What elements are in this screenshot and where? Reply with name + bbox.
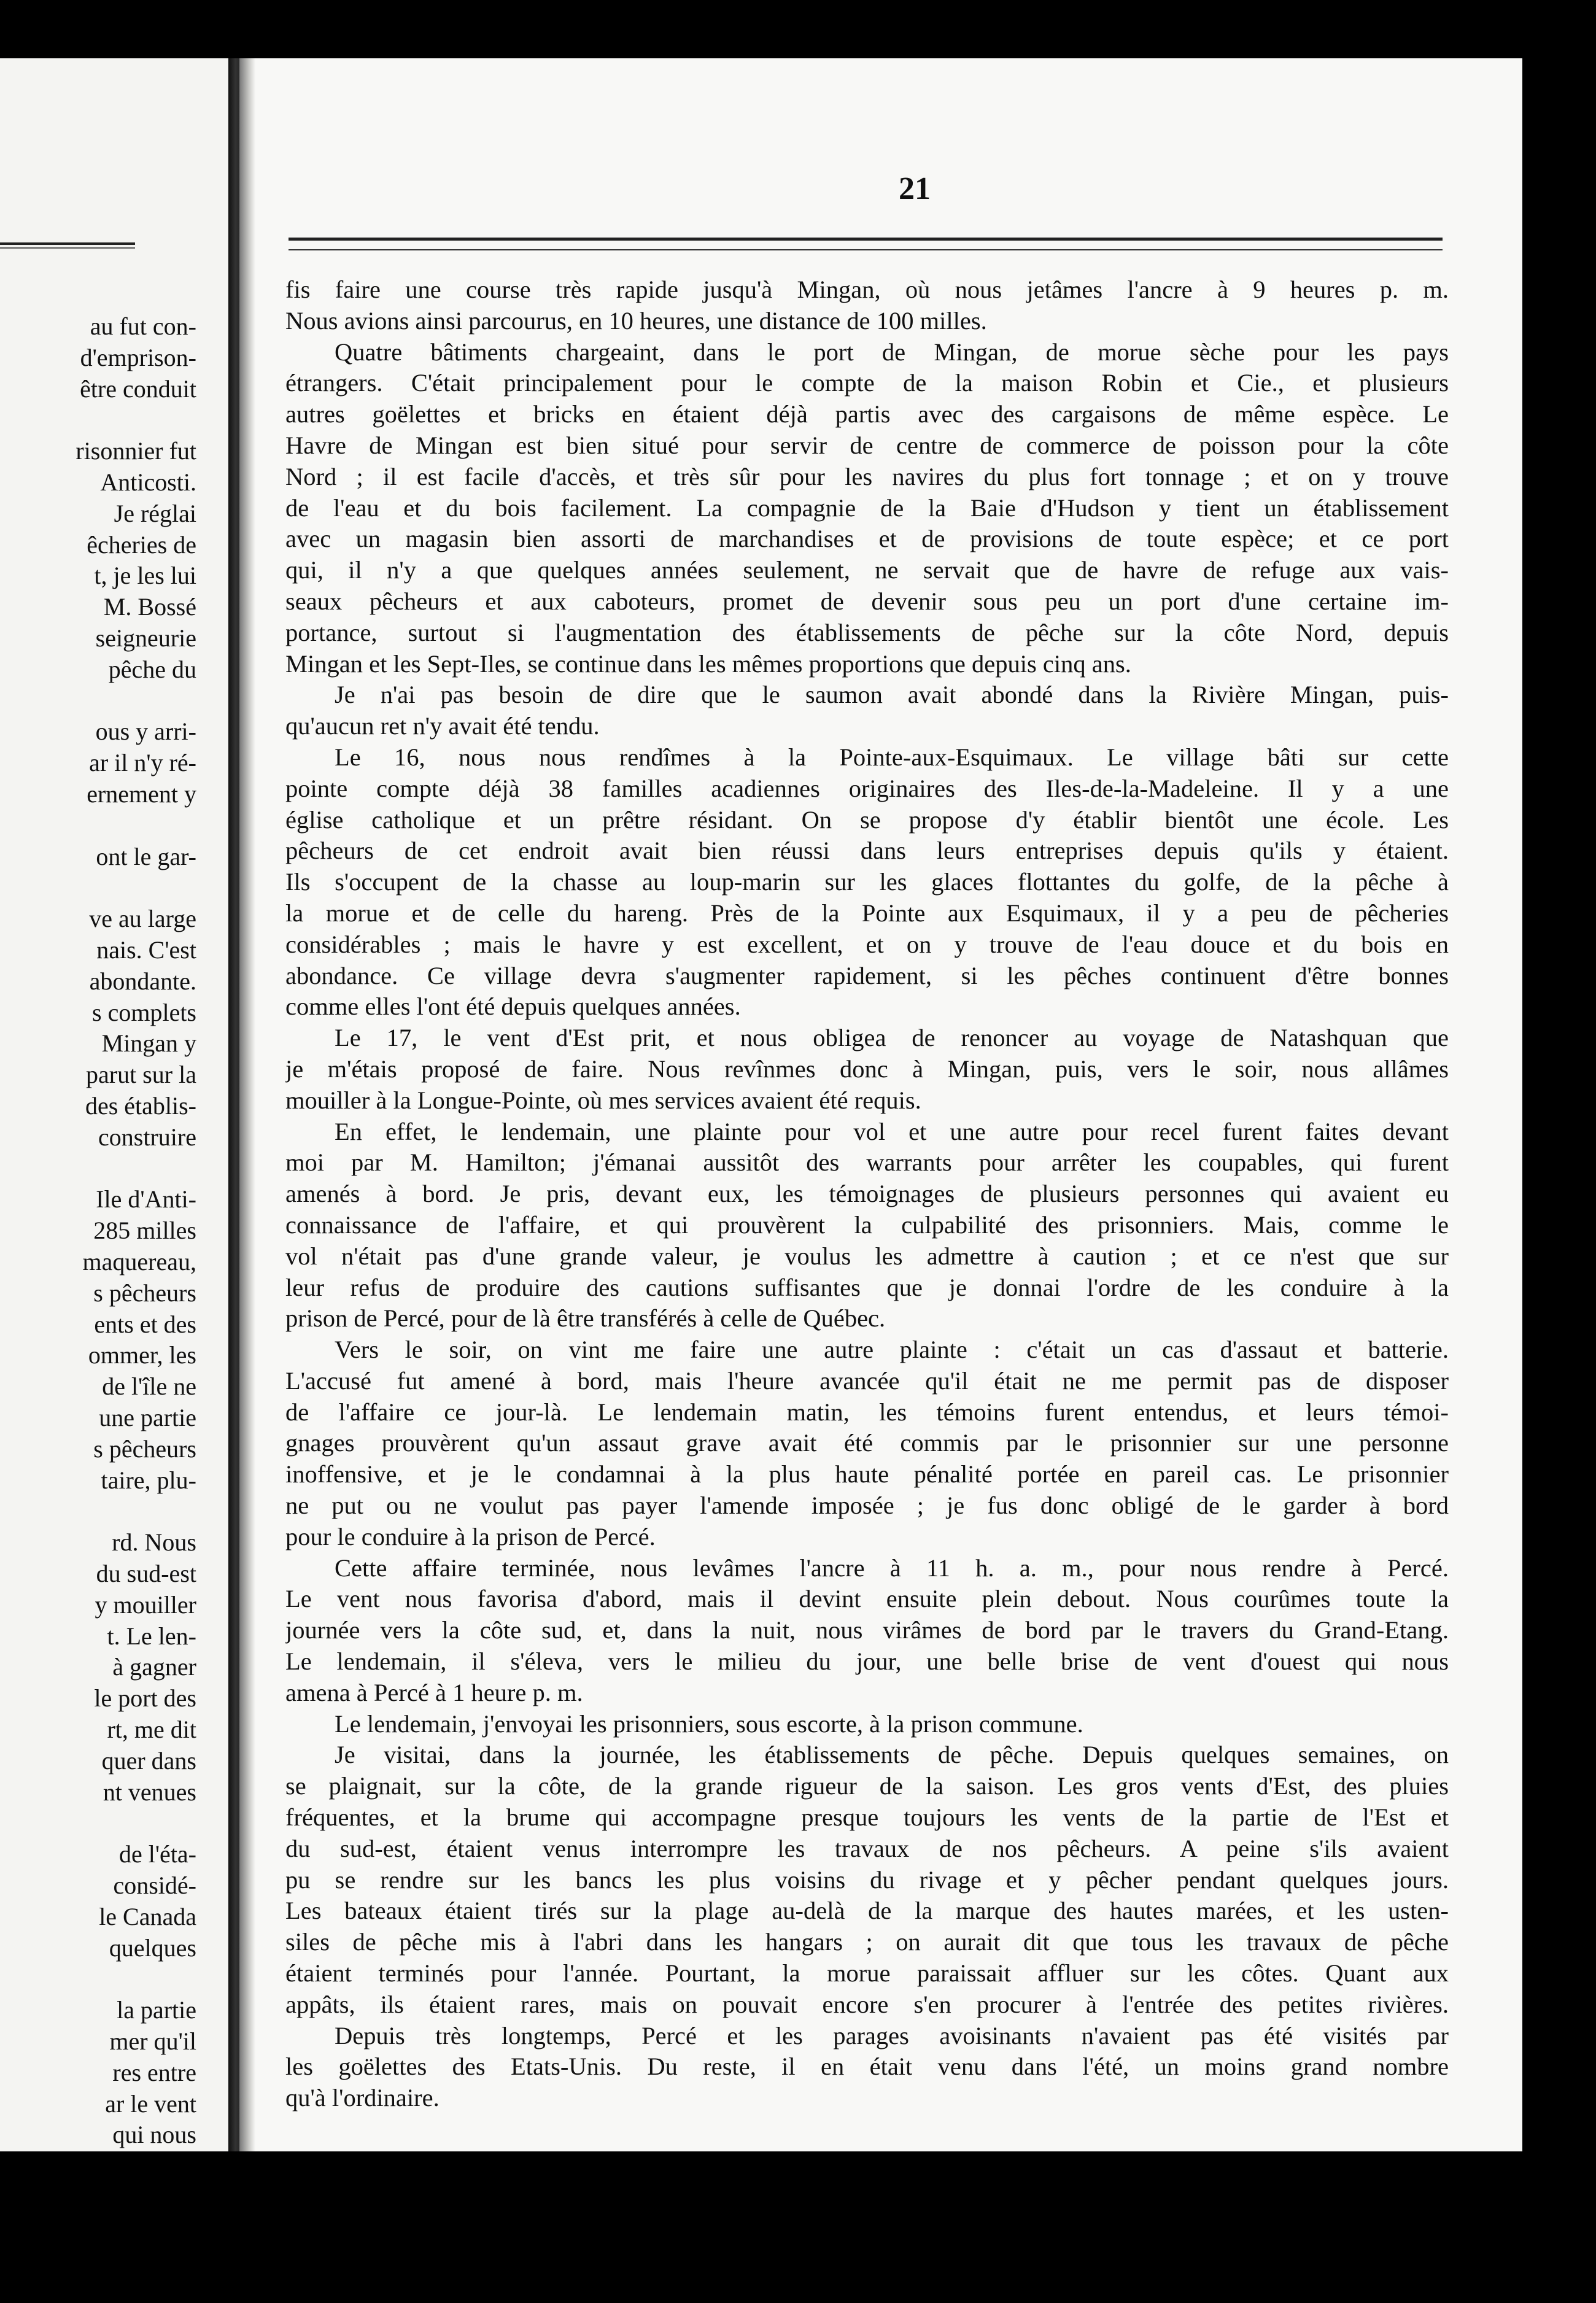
- facing-page-line: ve au large: [89, 905, 196, 933]
- facing-page-line: y mouiller: [95, 1590, 196, 1619]
- text-line: Depuis très longtemps, Percé et les parages avoisinants n'avaient pas été visités par: [335, 2021, 1449, 2049]
- text-line: connaissance de l'affaire, et qui prouvèrent la culpabilité des prisonniers. Mais, comme le: [285, 1210, 1449, 1239]
- text-line: Nous avions ainsi parcourus, en 10 heures, une distance de 100 milles.: [285, 306, 987, 335]
- page: [239, 58, 1522, 2151]
- text-line: la morue et de celle du hareng. Près de la Pointe aux Esquimaux, il y a peu de pêcheries: [285, 899, 1449, 927]
- text-line: se plaignait, sur la côte, de la grande rigueur de la saison. Les gros vents d'Est, des pluies: [285, 1772, 1449, 1800]
- facing-page-line: nais. C'est: [96, 936, 196, 964]
- text-line: vol n'était pas d'une grande valeur, je voulus les admettre à caution ; et ce n'est que sur: [285, 1242, 1449, 1270]
- text-line: Le lendemain, il s'éleva, vers le milieu du jour, une belle brise de vent d'ouest qui nous: [285, 1647, 1449, 1676]
- text-line: mouiller à la Longue-Pointe, où mes services avaient été requis.: [285, 1086, 921, 1114]
- text-line: pu se rendre sur les bancs les plus voisins du rivage et y pêcher pendant quelques jours.: [285, 1865, 1449, 1894]
- facing-page-line: rt, me dit: [107, 1716, 196, 1743]
- text-line: église catholique et un prêtre résidant. On se propose d'y établir bientôt une école. Les: [285, 805, 1449, 834]
- facing-page-line: ents et des: [94, 1310, 196, 1338]
- text-line: Je visitai, dans la journée, les établissements de pêche. Depuis quelques semaines, on: [335, 1741, 1449, 1769]
- text-line: fréquentes, et la brume qui accompagne presque toujours les vents de la partie de l'Est et: [285, 1803, 1449, 1832]
- facing-page-line: au fut con-: [90, 312, 196, 340]
- text-line: Vers le soir, on vint me faire une autre plainte : c'était un cas d'assaut et batterie.: [335, 1336, 1449, 1364]
- text-line: comme elles l'ont été depuis quelques années.: [285, 993, 741, 1021]
- text-line: étrangers. C'était principalement pour le compte de la maison Robin et Cie., et plusieurs: [285, 369, 1449, 397]
- facing-page-line: la partie: [117, 1996, 196, 2024]
- facing-page-line: êcheries de: [87, 530, 196, 559]
- text-line: Ils s'occupent de la chasse au loup-marin sur les glaces flottantes du golfe, de la pêche à: [285, 868, 1449, 896]
- facing-page-line: Je réglai: [114, 499, 196, 527]
- text-line: de l'affaire ce jour-là. Le lendemain matin, les témoins furent entendus, et leurs témoi-: [285, 1398, 1449, 1426]
- text-line: Mingan et les Sept-Iles, se continue dans les mêmes proportions que depuis cinq ans.: [285, 649, 1131, 678]
- facing-page: [0, 58, 228, 2151]
- facing-page-line: t. Le len-: [107, 1622, 196, 1650]
- facing-page-line: s complets: [92, 998, 196, 1026]
- facing-page-line: ernement y: [87, 780, 196, 808]
- facing-page-line: ar il n'y ré-: [89, 749, 196, 777]
- facing-page-line: des établis-: [85, 1092, 196, 1120]
- facing-page-line: Mingan y: [101, 1029, 196, 1058]
- text-line: avec un magasin bien assorti de marchandises et de provisions de toute espèce; et ce port: [285, 525, 1449, 553]
- facing-page-line: ar le vent: [105, 2089, 196, 2118]
- text-line: gnages prouvèrent qu'un assaut grave avait été commis par le prisonnier sur une personne: [285, 1429, 1449, 1457]
- facing-page-line: d'emprison-: [80, 343, 196, 371]
- text-line: qu'aucun ret n'y avait été tendu.: [285, 712, 600, 740]
- facing-page-line: nt venues: [103, 1778, 196, 1806]
- text-line: Le 17, le vent d'Est prit, et nous obligea de renoncer au voyage de Natashquan que: [335, 1024, 1449, 1052]
- facing-page-line: Ile d'Anti-: [96, 1185, 196, 1213]
- text-line: Quatre bâtiments chargeaint, dans le port de Mingan, de morue sèche pour les pays: [335, 338, 1449, 366]
- facing-page-line: maquereau,: [82, 1248, 196, 1275]
- page-number: 21: [899, 171, 931, 206]
- text-line: Le vent nous favorisa d'abord, mais il devint ensuite plein debout. Nous courûmes toute la: [285, 1585, 1449, 1613]
- facing-page-rule: [0, 242, 135, 249]
- text-line: seaux pêcheurs et aux caboteurs, promet de devenir sous peu un port d'une certaine im-: [285, 587, 1449, 615]
- facing-page-line: quelques: [109, 1933, 196, 1962]
- facing-page-line: abondante.: [89, 967, 196, 995]
- text-line: abondance. Ce village devra s'augmenter rapidement, si les pêches continuent d'être bonnes: [285, 961, 1449, 989]
- facing-page-line: de l'éta-: [118, 1840, 196, 1868]
- text-line: amenés à bord. Je pris, devant eux, les témoignages de plusieurs personnes qui avaient eu: [285, 1180, 1449, 1208]
- facing-page-line: mer qu'il: [109, 2027, 196, 2055]
- facing-page-line: Anticosti.: [100, 468, 196, 496]
- text-line: Havre de Mingan est bien situé pour servir de centre de commerce de poisson pour la côte: [285, 431, 1449, 459]
- facing-page-line: de l'île ne: [102, 1372, 196, 1401]
- facing-page-line: être conduit: [80, 374, 196, 403]
- text-line: Le 16, nous nous rendîmes à la Pointe-aux-Esquimaux. Le village bâti sur cette: [335, 743, 1449, 771]
- text-line: de l'eau et du bois facilement. La compagnie de la Baie d'Hudson y tient un établissement: [285, 494, 1449, 522]
- facing-page-line: risonnier fut: [76, 437, 196, 465]
- facing-page-line: s pêcheurs: [93, 1434, 196, 1463]
- facing-page-line: ont le gar-: [96, 842, 196, 870]
- facing-page-line: t, je les lui: [94, 562, 196, 590]
- facing-page-line: taire, plu-: [101, 1466, 196, 1494]
- text-line: amena à Percé à 1 heure p. m.: [285, 1678, 583, 1706]
- text-line: qu'à l'ordinaire.: [285, 2084, 440, 2112]
- text-line: du sud-est, étaient venus interrompre les travaux de nos pêcheurs. A peine s'ils avaient: [285, 1834, 1449, 1862]
- text-line: Nord ; il est facile d'accès, et très sûr pour les navires du plus fort tonnage ; et on y trouve: [285, 462, 1449, 490]
- text-line: je m'étais proposé de faire. Nous revînmes donc à Mingan, puis, vers le soir, nous allâmes: [285, 1055, 1449, 1083]
- facing-page-line: ommer, les: [88, 1341, 196, 1369]
- text-line: portance, surtout si l'augmentation des établissements de pêche sur la côte Nord, depuis: [285, 618, 1449, 646]
- facing-page-line: parut sur la: [86, 1061, 196, 1089]
- facing-page-line: le Canada: [99, 1902, 196, 1930]
- text-line: journée vers la côte sud, et, dans la nuit, nous virâmes de bord par le travers du Grand-Etang.: [285, 1616, 1449, 1644]
- facing-page-line: seigneurie: [95, 624, 196, 652]
- text-line: pour le conduire à la prison de Percé.: [285, 1522, 656, 1550]
- text-line: qui, il n'y a que quelques années seulement, ne servait que de havre de refuge aux vais-: [285, 556, 1449, 584]
- facing-page-line: pêche du: [108, 655, 196, 683]
- text-line: siles de pêche mis à l'abri dans les hangars ; on aurait dit que tous les travaux de pêche: [285, 1928, 1449, 1956]
- page-spine-shadow: [239, 58, 255, 2151]
- text-line: appâts, ils étaient rares, mais on pouvait encore s'en procurer à l'entrée des petites rivières.: [285, 1990, 1449, 2018]
- text-line: les goëlettes des Etats-Unis. Du reste, il en était venu dans l'été, un moins grand nombre: [285, 2053, 1449, 2081]
- facing-page-line: du sud-est: [96, 1560, 196, 1587]
- text-line: fis faire une course très rapide jusqu'à Mingan, où nous jetâmes l'ancre à 9 heures p. m.: [285, 276, 1449, 303]
- text-line: inoffensive, et je le condamnai à la plus haute pénalité portée en pareil cas. Le prisonnier: [285, 1460, 1449, 1488]
- facing-page-line: une partie: [99, 1404, 196, 1431]
- facing-page-line: ous y arri-: [95, 718, 196, 746]
- text-line: Je n'ai pas besoin de dire que le saumon avait abondé dans la Rivière Mingan, puis-: [335, 681, 1449, 709]
- header-rule: [289, 238, 1443, 250]
- body-text: [285, 274, 1449, 2114]
- facing-page-line: construire: [98, 1123, 196, 1151]
- text-line: prison de Percé, pour de là être transférés à celle de Québec.: [285, 1304, 886, 1333]
- facing-page-line: res entre: [112, 2058, 196, 2086]
- text-line: pêcheurs de cet endroit avait bien réussi dans leurs entreprises depuis qu'ils y étaient.: [285, 837, 1449, 865]
- text-line: ne put ou ne voulut pas payer l'amende imposée ; je fus donc obligé de le garder à bord: [285, 1492, 1449, 1520]
- facing-page-line: rd. Nous: [112, 1528, 196, 1557]
- text-line: moi par M. Hamilton; j'émanai aussitôt des warrants pour arrêter les coupables, qui furent: [285, 1148, 1449, 1177]
- text-line: étaient terminés pour l'année. Pourtant, la morue paraissait affluer sur les côtes. Quant aux: [285, 1959, 1449, 1988]
- text-line: leur refus de produire des cautions suffisantes que je donnai l'ordre de les conduire à la: [285, 1273, 1449, 1301]
- text-line: Cette affaire terminée, nous levâmes l'ancre à 11 h. a. m., pour nous rendre à Percé.: [335, 1554, 1449, 1582]
- facing-page-line: 285 milles: [93, 1217, 196, 1245]
- text-line: Le lendemain, j'envoyai les prisonniers, sous escorte, à la prison commune.: [335, 1709, 1083, 1738]
- text-line: L'accusé fut amené à bord, mais l'heure avancée qu'il était ne me permit pas de disposer: [285, 1366, 1449, 1395]
- text-line: En effet, le lendemain, une plainte pour vol et une autre pour recel furent faites devant: [335, 1117, 1449, 1145]
- facing-page-line: qui nous: [112, 2121, 196, 2149]
- text-line: considérables ; mais le havre y est excellent, et on y trouve de l'eau douce et du bois en: [285, 930, 1449, 958]
- facing-page-line: M. Bossé: [103, 593, 196, 621]
- text-line: pointe compte déjà 38 familles acadiennes originaires des Iles-de-la-Madeleine. Il y a une: [285, 774, 1449, 802]
- facing-page-line: considé-: [113, 1871, 196, 1899]
- facing-page-line: s pêcheurs: [93, 1279, 196, 1307]
- facing-page-line: le port des: [94, 1684, 196, 1713]
- facing-page-line: à gagner: [112, 1653, 196, 1681]
- facing-page-line: quer dans: [101, 1746, 196, 1775]
- text-line: Les bateaux étaient tirés sur la plage au-delà de la marque des hautes marées, et les usten-: [285, 1897, 1449, 1925]
- text-line: autres goëlettes et bricks en étaient déjà partis avec des cargaisons de même espèce. Le: [285, 400, 1449, 428]
